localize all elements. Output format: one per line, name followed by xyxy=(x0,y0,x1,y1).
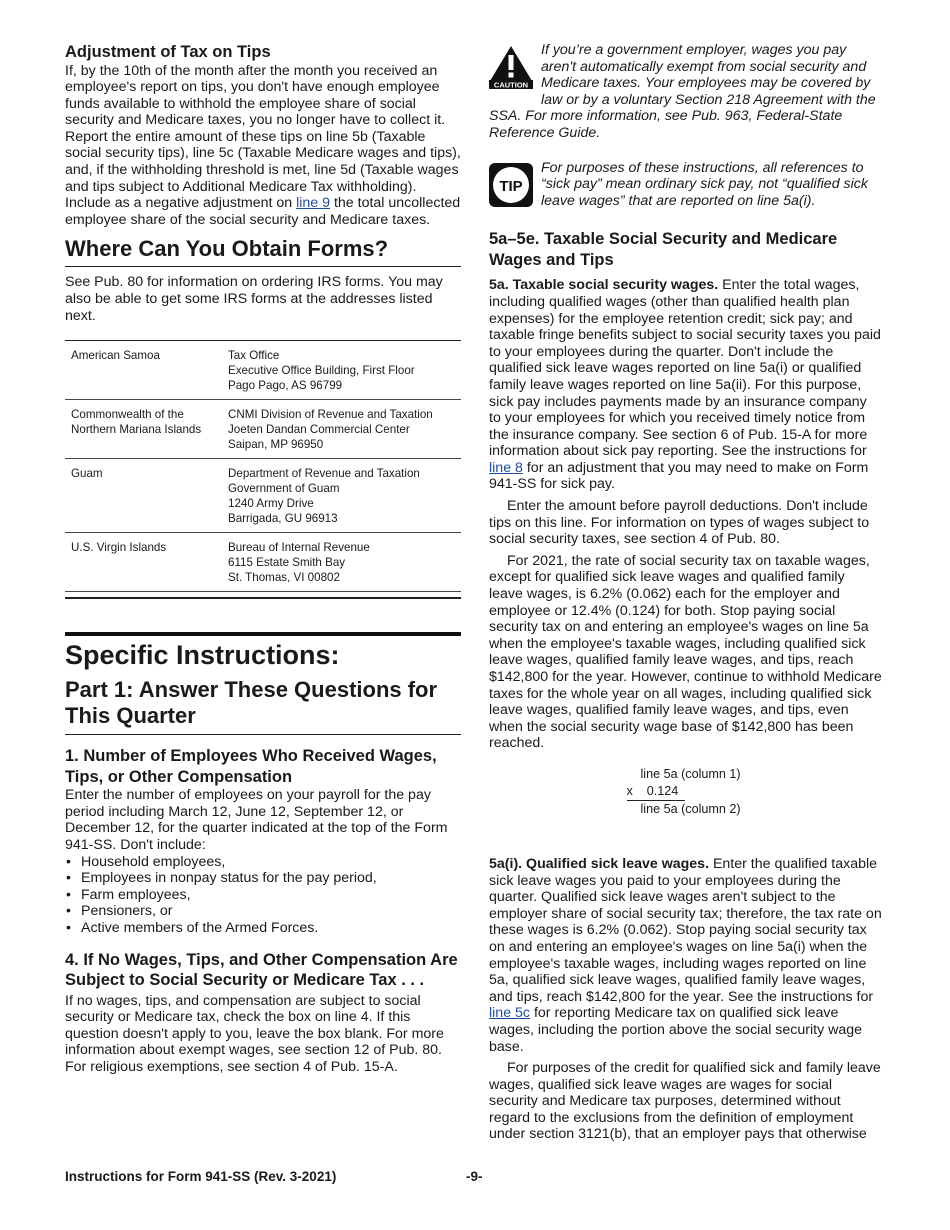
question-4-text: If no wages, tips, and compensation are subject to social security or Medicare tax, check the box on line 4. If this question doesn't apply to you, leave the box blank. For more information about exempt wages, see section 12 of Pub. 80. For religious exemptions, see section 4 of Pub. 15-A. xyxy=(65,992,444,1075)
right-column xyxy=(489,42,882,1143)
address-line: Government of Guam xyxy=(228,482,340,496)
line-5a-text-3: For 2021, the rate of social security tax on taxable wages, except for qualified sick leave wages and qualified family leave wages, is 6.2% (0.062) each for the employer and employee or 12.4% (0.124) for both. Stop paying social security tax on and entering an employee's wages on line 5a when the employee's taxable wages, including qualified sick leave wages, qualified family leave wages, and tips, reach $142,800 for the year. However, continue to withhold Medicare taxes for the whole year on all wages, including qualified sick leave wages, qualified family leave wages, and tips, even when the social security wage base of $142,800 has been reached. xyxy=(489,552,882,752)
list-item: • Employees in nonpay status for the pay period, xyxy=(65,870,461,887)
footer-form-title: Instructions for Form 941-SS (Rev. 3-2021) xyxy=(65,1169,337,1184)
tip-icon xyxy=(489,163,533,212)
divider xyxy=(65,734,461,735)
address-place: American Samoa xyxy=(71,349,160,363)
specific-instructions-heading: Specific Instructions: xyxy=(65,640,340,671)
svg-text:CAUTION: CAUTION xyxy=(493,80,529,89)
address-line: Bureau of Internal Revenue xyxy=(228,541,370,555)
list-item: • Active members of the Armed Forces. xyxy=(65,920,461,937)
address-place: Commonwealth of the Northern Mariana Islands xyxy=(71,408,202,437)
address-line: Joeten Dandan Commercial Center xyxy=(228,423,410,437)
address-row xyxy=(65,459,461,533)
address-line: 1240 Army Drive xyxy=(228,497,314,511)
tip-note xyxy=(489,160,882,210)
address-line: CNMI Division of Revenue and Taxation xyxy=(228,408,433,422)
address-table xyxy=(65,341,461,592)
obtain-forms-text: See Pub. 80 for information on ordering IRS forms. You may also be able to get some IRS forms at the addresses listed next. xyxy=(65,274,443,324)
line-5a-text-2: Enter the amount before payroll deductions. Don't include tips on this line. For information on types of wages subject to social security taxes, see section 4 of Pub. 80. xyxy=(489,498,870,548)
section-5-heading: 5a–5e. Taxable Social Security and Medicare Wages and Tips xyxy=(489,230,838,269)
left-column xyxy=(65,42,461,1076)
address-line: Tax Office xyxy=(228,349,280,363)
divider xyxy=(65,266,461,267)
address-line: Executive Office Building, First Floor xyxy=(228,364,415,378)
line-9-link[interactable]: line 9 xyxy=(296,195,331,212)
formula-line-3: line 5a (column 2) xyxy=(640,801,741,816)
address-line: St. Thomas, VI 00802 xyxy=(228,571,340,585)
address-row xyxy=(65,400,461,459)
address-place: Guam xyxy=(71,467,103,481)
line-5ai-text-2: For purposes of the credit for qualified sick and family leave wages, qualified sick leave wages are wages for social security and Medicare tax purposes, determined without regard to the exclusions from the definition of employment under section 3121(b), that an employer pays that otherwise xyxy=(489,1060,881,1143)
question-1-heading: 1. Number of Employees Who Received Wages, Tips, or Other Compensation xyxy=(65,747,437,786)
caution-note xyxy=(489,42,882,142)
caution-icon xyxy=(489,45,533,94)
question-1-list xyxy=(65,854,461,937)
address-place: U.S. Virgin Islands xyxy=(71,541,167,555)
section-divider xyxy=(65,632,461,636)
address-lines xyxy=(222,341,461,400)
obtain-forms-heading: Where Can You Obtain Forms? xyxy=(65,236,389,262)
line-5c-link[interactable]: line 5c xyxy=(489,1005,531,1022)
address-lines xyxy=(222,459,461,533)
address-lines xyxy=(222,533,461,592)
tip-text: For purposes of these instructions, all references to “sick pay” mean ordinary sick pay, not “qualified sick leave wages” that are reported on line 5a(i). xyxy=(541,159,868,209)
list-item: • Pensioners, or xyxy=(65,903,461,920)
line-5ai-text: 5a(i). Qualified sick leave wages. Enter the qualified taxable sick leave wages you paid to your employees during the quarter. Qualified sick leave wages aren't subject to the employer share of social security tax; therefore, the tax rate on these wages is 6.2% (0.062). Stop paying social security tax on and entering an employee's wages on line 5a(i) when the employee's taxable wages, including wages reported on line 5a, qualified sick leave wages, qualified family leave wages, and tips, reach $142,800 for the year. See the instructions for line 5c for reporting Medicare tax on qualified sick leave wages, including the portion above the social security wage base. xyxy=(489,855,882,1055)
address-line: 6115 Estate Smith Bay xyxy=(228,556,346,570)
line-5a-text: 5a. Taxable social security wages. Enter the total wages, including qualified wages (other than qualified health plan expenses) for the employee retention credit; sick pay; and taxable fringe benefits subject to social security taxes you paid to your employees during the quarter. Don't include the qualified sick leave wages reported on line 5a(i) or qualified family leave wages reported on line 5a(ii). For this purpose, sick pay includes payments made by an insurance company to your employees for which you received timely notice from the insurance company. See section 6 of Pub. 15-A for more information about sick pay reporting. See the instructions for line 8 for an adjustment that you may need to make on Form 941-SS for sick pay. xyxy=(489,277,881,493)
address-lines xyxy=(222,400,461,459)
line-8-link[interactable]: line 8 xyxy=(489,459,523,476)
address-line: Department of Revenue and Taxation xyxy=(228,467,420,481)
list-item: • Household employees, xyxy=(65,854,461,871)
tax-formula xyxy=(627,766,757,818)
list-item: • Farm employees, xyxy=(65,887,461,904)
formula-line-1: line 5a (column 1) xyxy=(640,766,741,781)
tips-adjustment-heading: Adjustment of Tax on Tips xyxy=(65,43,271,61)
address-row xyxy=(65,341,461,400)
tips-adjustment-text: If, by the 10th of the month after the month you received an employee's report on tips, you don't have enough employee funds available to withhold the employee share of social security and Medicare taxes, you no longer have to collect it. Report the entire amount of these tips on line 5b (Taxable social security tips), line 5c (Taxable Medicare wages and tips), and, if the withholding threshold is met, line 5d (Taxable wages and tips subject to Additional Medicare Tax withholding). Include as a negative adjustment on line 9 the total uncollected employee share of the social security and Medicare taxes. xyxy=(65,62,461,228)
address-row xyxy=(65,533,461,592)
svg-text:TIP: TIP xyxy=(499,177,523,195)
question-1-text: Enter the number of employees on your payroll for the pay period including March 12, June 12, September 12, or December 12, for the quarter indicated at the top of the Form 941-SS. Don't include: xyxy=(65,787,448,853)
part1-heading: Part 1: Answer These Questions for This Quarter xyxy=(65,677,438,729)
address-line: Pago Pago, AS 96799 xyxy=(228,379,343,393)
formula-line-2: x 0.124 xyxy=(627,783,685,801)
question-4-heading: 4. If No Wages, Tips, and Other Compensation Are Subject to Social Security or Medicare Tax . . . xyxy=(65,950,458,990)
address-line: Barrigada, GU 96913 xyxy=(228,512,338,526)
address-line: Saipan, MP 96950 xyxy=(228,438,324,452)
footer-page-number: -9- xyxy=(466,1169,483,1184)
caution-text: If you’re a government employer, wages you pay aren't automatically exempt from social security and Medicare taxes. Your employees may be covered by law or by a voluntary Section 218 Agreement with the SSA. For more information, see Pub. 963, Federal-State Reference Guide. xyxy=(489,42,876,141)
